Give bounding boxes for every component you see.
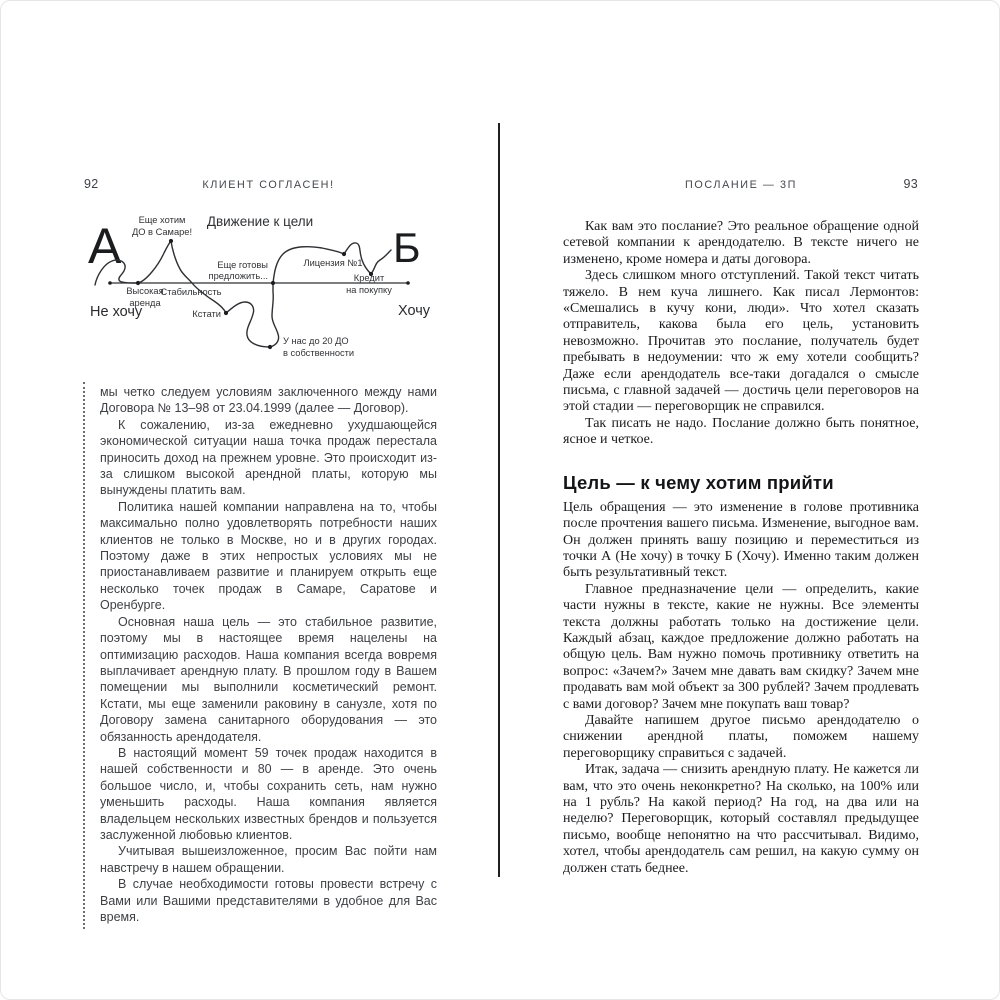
axis-end-dot	[406, 281, 410, 285]
point-b-caption: Хочу	[398, 303, 431, 319]
body-paragraph: Как вам это послание? Это реальное обращение одной сетевой компании к арендодателю. В тексте ничего не изменено, кроме номера и даты договора.	[563, 219, 919, 267]
right-page-number: 93	[903, 177, 918, 191]
right-running-head: ПОСЛАНИЕ — 3П	[684, 179, 797, 191]
diagram-title: Движение к цели	[206, 214, 314, 229]
label-ready-to-offer-line1: Еще готовы	[217, 260, 268, 270]
label-license: Лицензия №1	[303, 258, 363, 268]
point-b-letter: Б	[393, 224, 421, 271]
body-paragraph: Итак, задача — снизить арендную плату. Не кажется ли вам, что это очень неконкретно? На сколько, на 100% или на 1 рубль? На какой период? На год, на два или на неделю? Переговорщик, который составлял предыдущее письмо, вообще непонятно на что рассчитывал. Видимо, хотел, чтобы арендодатель сам решил, на какую сумму он должен стать беднее.	[563, 762, 919, 876]
label-want-more-branch-line2: ДО в Самаре!	[131, 227, 193, 237]
point-a-letter: А	[88, 218, 122, 274]
left-running-head: КЛИЕНТ СОГЛАСЕН!	[202, 179, 335, 191]
label-credit-line2: на покупку	[346, 285, 392, 295]
body-paragraph: Главное предназначение цели — определить, какие части нужны в тексте, какие не нужны. Все элементы текста должны работать только на достижение цели. Каждый абзац, каждое предложение должно работать на общую цель. Вам нужно помочь противнику ответить на вопрос: «Зачем?» Зачем мне давать вам скидку? Зачем мне продавать вам мой объект за 300 рублей? Зачем продлевать с вами договор? Зачем мне покупать ваш товар?	[563, 581, 919, 712]
body-paragraph: Цель обращения — это изменение в голове противника после прочтения вашего письма. Изменение, выгодное вам. Он должен принять вашу позицию и переместиться из точки А (Не хочу) в точку Б (Хочу). Именно таким должен быть результативный текст.	[563, 499, 919, 581]
body-paragraph: Давайте напишем другое письмо арендодателю о снижении арендной платы, поможем нашему переговорщику справиться с задачей.	[563, 712, 919, 761]
label-own-branches-line1: У нас до 20 ДО	[283, 336, 349, 346]
goal-movement-diagram	[84, 192, 500, 378]
quoted-letter-block	[83, 382, 437, 929]
waypoint-dot-samara	[169, 239, 173, 243]
letter-paragraph: Основная наша цель — это стабильное развитие, поэтому мы в настоящее время нацелены на оптимизацию расходов. Наша компания всегда вовремя выплачивает арендную плату. В прошлом году в Вашем помещении мы выполнили косметический ремонт. Кстати, мы еще заменили раковину в санузле, хотя по Договору замена санитарного оборудования — это обязанность арендодателя.	[100, 614, 437, 744]
body-paragraph: Здесь слишком много отступлений. Такой текст читать тяжело. В нем куча лишнего. Как писал Лермонтов: «Смешались в кучу кони, люди». Что хотел сказать отправитель, какова была его цель, установить невозможно. Прочитав это послание, получатель будет пребывать в недоумении: что ж ему хотели сообщить? Даже если арендодатель все-таки догадался о смысле письма, с главной задачей — достичь цели переговоров на этой стадии — переговорщик не справился.	[563, 268, 919, 415]
waypoint-dot-high-rent	[136, 281, 140, 285]
right-page-body	[563, 219, 919, 877]
label-by-the-way: Кстати	[192, 309, 221, 319]
waypoint-dot-ready-to-offer	[271, 281, 275, 285]
left-page-number: 92	[84, 177, 99, 191]
letter-paragraph: Политика нашей компании направлена на то, чтобы максимально полно удовлетворять потребности наших клиентов не только в Москве, но и в других городах. Поэтому даже в этих непростых условиях мы не приостанавливаем развитие и планируем открыть еще несколько точек продаж в Самаре, Саратове и Оренбурге.	[100, 499, 437, 613]
body-paragraph: Так писать не надо. Послание должно быть понятное, ясное и четкое.	[563, 415, 919, 448]
waypoint-dot-by-the-way	[224, 311, 228, 315]
label-ready-to-offer-line2: предложить...	[208, 271, 268, 281]
label-credit-line1: Кредит	[353, 273, 385, 283]
letter-paragraph: мы четко следуем условиям заключенного между нами Договора № 13–98 от 23.04.1999 (далее — Договор).	[100, 385, 437, 416]
label-high-rent-line1: Высокая	[126, 286, 164, 296]
letter-paragraph: В случае необходимости готовы провести встречу с Вами или Вашими представителями в удобное для Вас время.	[100, 877, 437, 924]
axis-start-dot	[108, 281, 112, 285]
point-a-caption: Не хочу	[90, 304, 143, 320]
label-want-more-branch-line1: Еще хотим	[138, 215, 186, 225]
label-own-branches-line2: в собственности	[283, 348, 355, 358]
label-stability: Стабильность	[160, 287, 222, 297]
label-high-rent-line2: аренда	[129, 298, 161, 308]
letter-paragraph: В настоящий момент 59 точек продаж находится в нашей собственности и 80 — в аренде. Это очень большое число, и, чтобы сохранить сеть, нам нужно уменьшить расходы. Наша компания является владельцем нескольких известных брендов и пользуется заслуженной любовью клиентов.	[100, 745, 437, 842]
waypoint-dot-own-branches	[268, 345, 272, 349]
letter-paragraph: К сожалению, из-за ежедневно ухудшающейся экономической ситуации наша точка продаж перестала приносить доход на прежнем уровне. Это происходит из-за слишком высокой арендной платы, которую мы вынуждены платить вам.	[100, 417, 437, 498]
letter-paragraph: Учитывая вышеизложенное, просим Вас пойти нам навстречу в нашем обращении.	[100, 844, 437, 875]
waypoint-dot-license	[342, 252, 346, 256]
section-heading: Цель — к чему хотим прийти	[563, 471, 834, 493]
